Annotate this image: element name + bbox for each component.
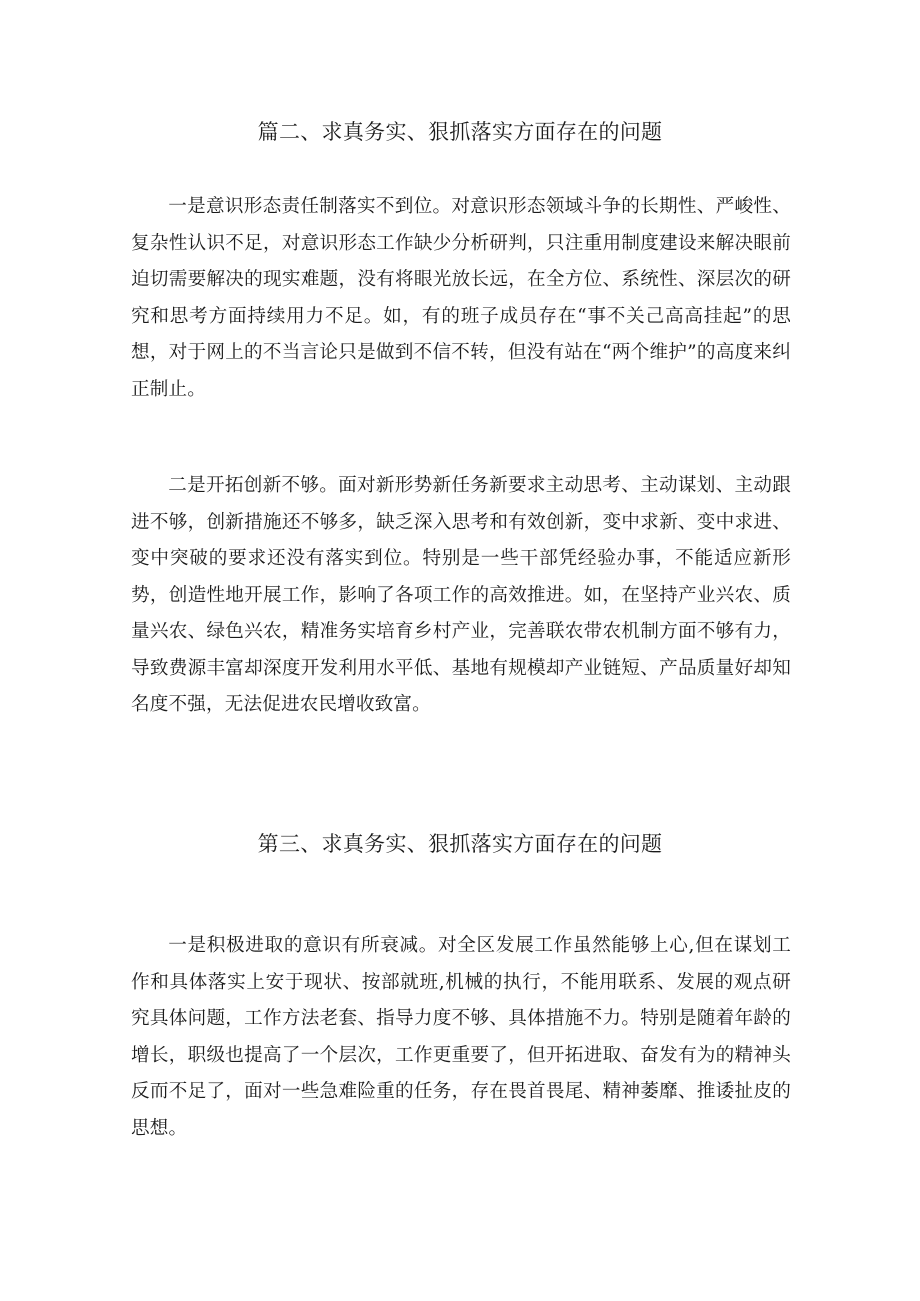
- section-heading: 第三、求真务实、狠抓落实方面存在的问题: [257, 832, 663, 856]
- paragraph: 一是积极进取的意识有所衰减。对全区发展工作虽然能够上心,但在谋划工作和具体落实上安于现状、按部就班,机械的执行，不能用联系、发展的观点研究具体问题，工作方法老套、指导力度不够、具体措施不力。特别是随着年龄的增长，职级也提高了一个层次，工作更重要了，但开拓进取、奋发有为的精神头反而不足了，面对一些急难险重的任务，存在畏首畏尾、精神萎靡、推诿扯皮的思想。: [131, 935, 791, 1139]
- paragraph: 一是意识形态责任制落实不到位。对意识形态领域斗争的长期性、严峻性、复杂性认识不足，对意识形态工作缺少分析研判，只注重用制度建设来解决眼前迫切需要解决的现实难题，没有将眼光放长远，在全方位、系统性、深层次的研究和思考方面持续用力不足。如，有的班子成员存在“事不关己高高挂起”的思想，对于网上的不当言论只是做到不信不转，但没有站在“两个维护”的高度来纠正制止。: [131, 196, 791, 400]
- section-heading: 篇二、求真务实、狠抓落实方面存在的问题: [257, 120, 663, 144]
- paragraph: 二是开拓创新不够。面对新形势新任务新要求主动思考、主动谋划、主动跟进不够，创新措施还不够多，缺乏深入思考和有效创新，变中求新、变中求进、变中突破的要求还没有落实到位。特别是一些干部凭经验办事，不能适应新形势，创造性地开展工作，影响了各项工作的高效推进。如，在坚持产业兴农、质量兴农、绿色兴农，精准务实培育乡村产业，完善联农带农机制方面不够有力，导致费源丰富却深度开发利用水平低、基地有规模却产业链短、产品质量好却知名度不强，无法促进农民增收致富。: [131, 475, 791, 715]
